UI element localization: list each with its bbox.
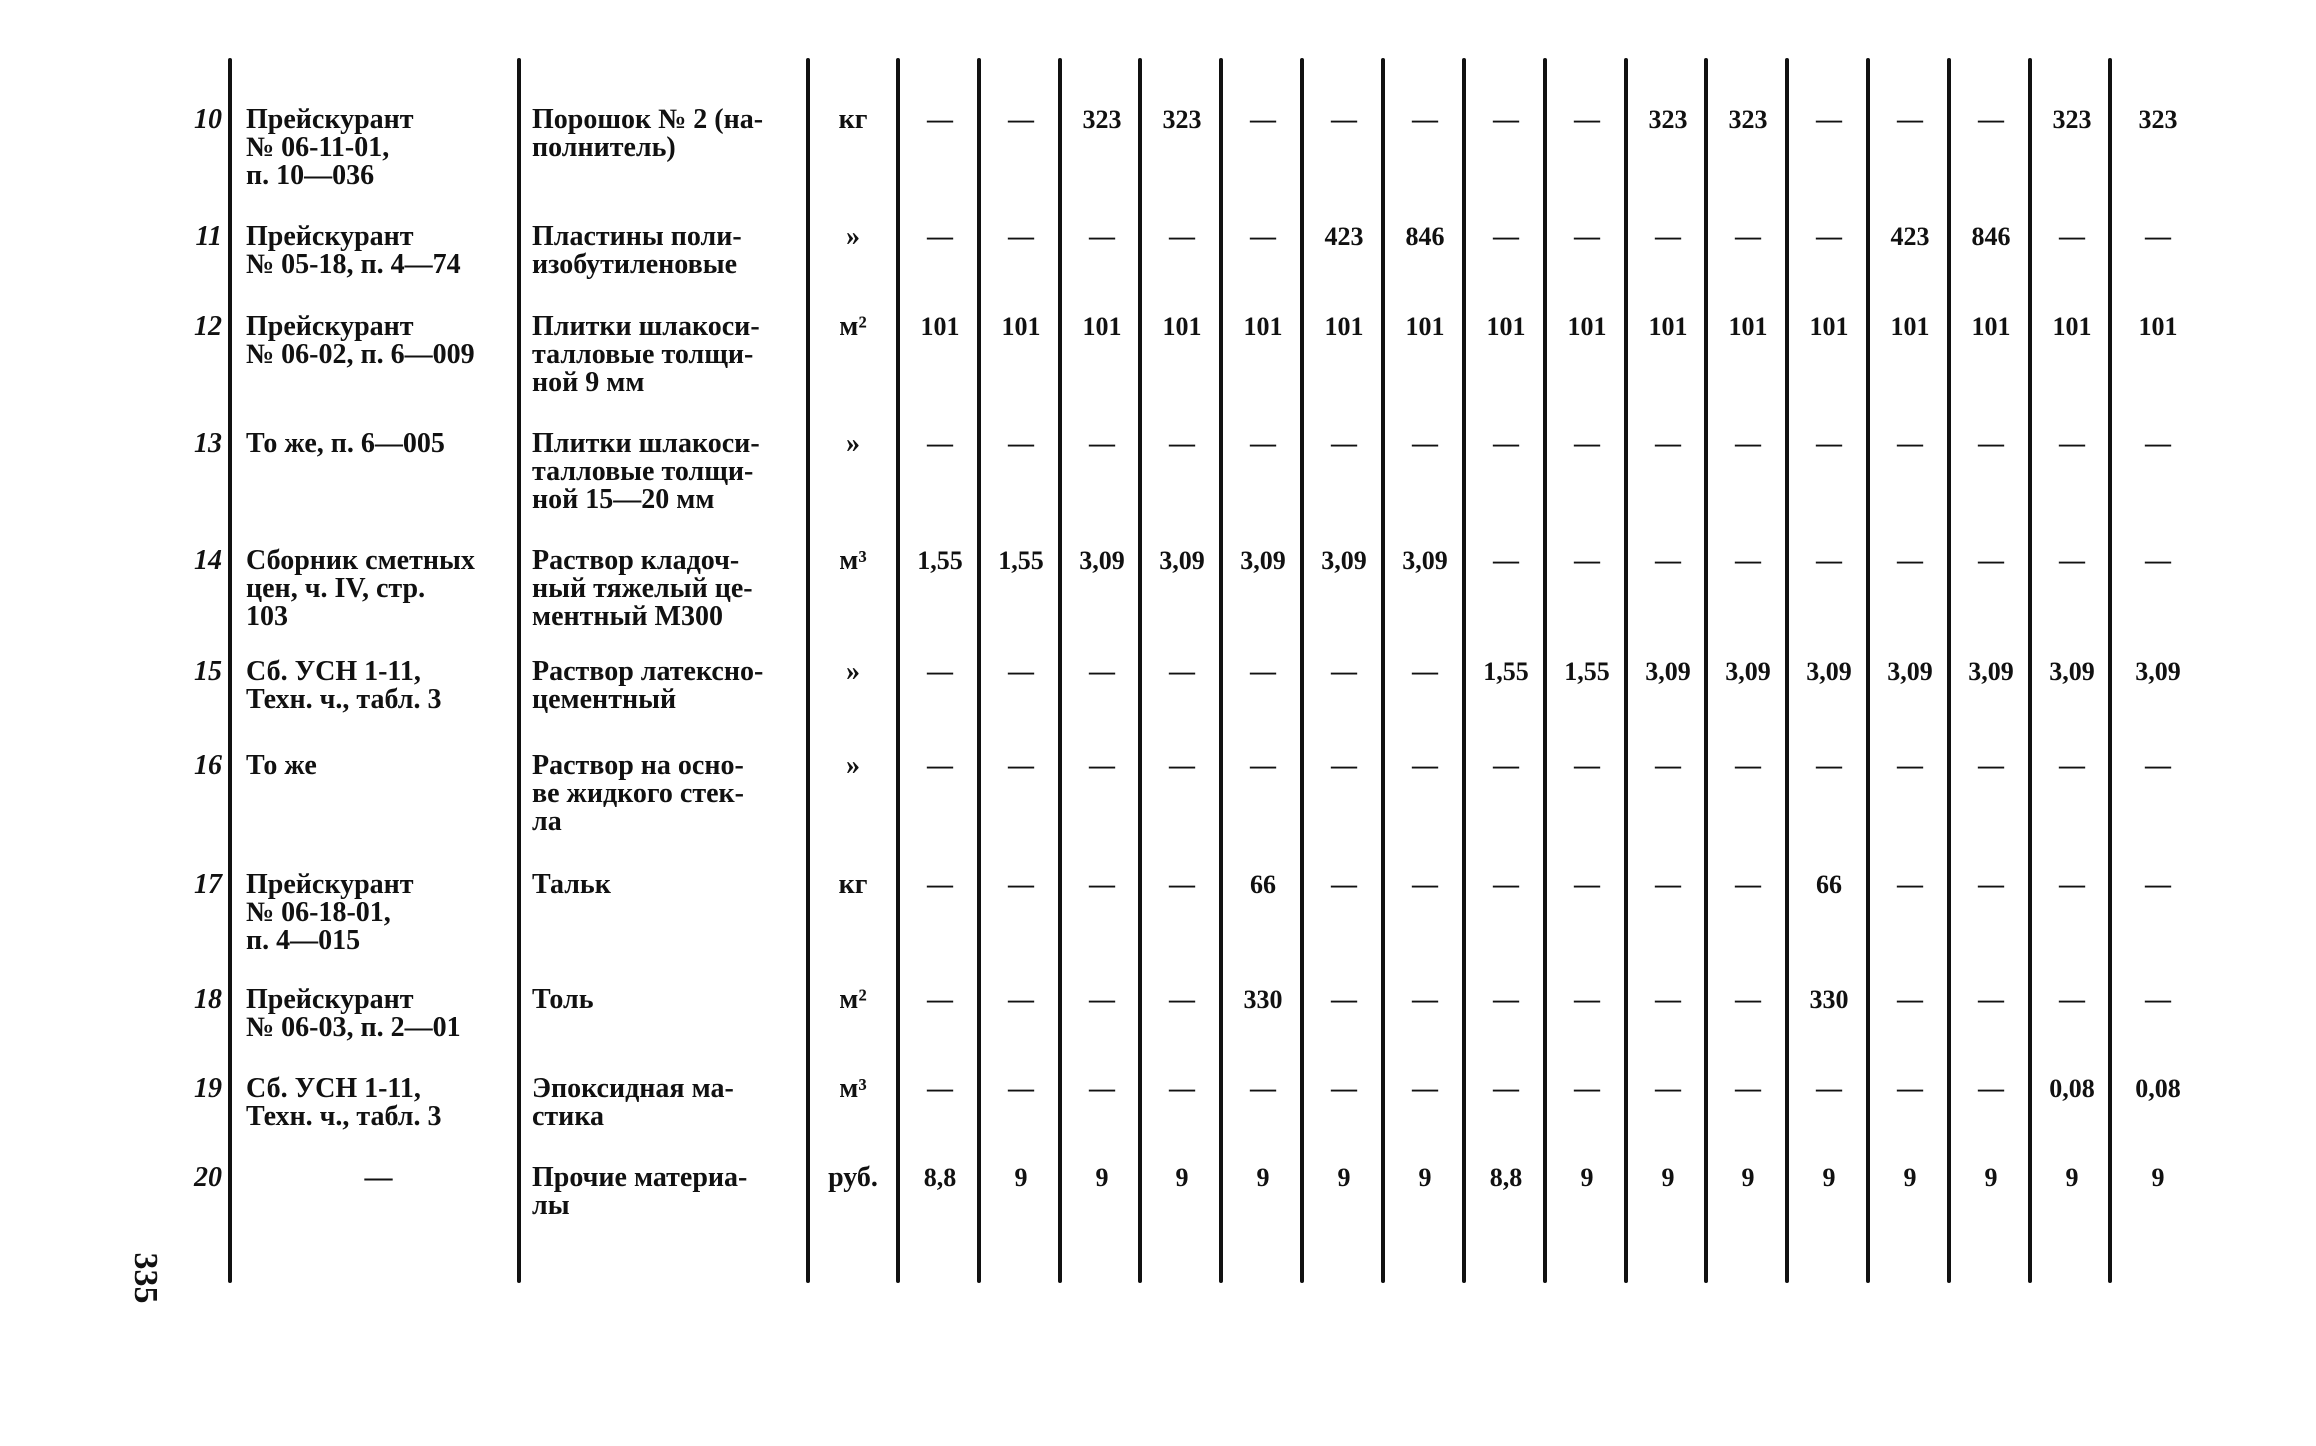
value-cell: 101 xyxy=(1728,312,1768,341)
value-cell: 323 xyxy=(2052,105,2092,134)
value-cell: 330 xyxy=(1243,985,1283,1014)
row-number: 14 xyxy=(194,545,222,576)
value-cell: — xyxy=(1412,985,1438,1014)
value-cell: — xyxy=(1897,985,1923,1014)
unit-cell: » xyxy=(846,221,860,252)
row-number: 19 xyxy=(194,1073,222,1104)
value-cell: — xyxy=(1169,657,1195,686)
price-source: Прейскурант № 06-03, п. 2—01 xyxy=(246,984,461,1043)
value-cell: — xyxy=(1250,105,1276,134)
value-cell: — xyxy=(1250,657,1276,686)
value-cell: — xyxy=(1008,751,1034,780)
value-cell: 9 xyxy=(2065,1163,2079,1192)
value-cell: — xyxy=(1897,429,1923,458)
value-cell: — xyxy=(1655,429,1681,458)
value-cell: — xyxy=(1493,105,1519,134)
unit-cell: руб. xyxy=(828,1162,878,1193)
value-cell: — xyxy=(1169,985,1195,1014)
value-cell: — xyxy=(2145,429,2171,458)
value-cell: 1,55 xyxy=(1483,657,1529,686)
row-number: 10 xyxy=(194,104,222,135)
value-cell: 101 xyxy=(1405,312,1445,341)
row-number: 17 xyxy=(194,869,222,900)
price-source: Прейскурант № 06-18-01, п. 4—015 xyxy=(246,869,414,956)
value-cell: — xyxy=(1250,222,1276,251)
value-cell: 323 xyxy=(1648,105,1688,134)
value-cell: — xyxy=(1735,546,1761,575)
value-cell: — xyxy=(1816,222,1842,251)
value-cell: 101 xyxy=(1243,312,1283,341)
value-cell: — xyxy=(1331,1074,1357,1103)
value-cell: 9 xyxy=(1256,1163,1270,1192)
unit-cell: кг xyxy=(838,869,868,900)
value-cell: 9 xyxy=(1418,1163,1432,1192)
row-number: 15 xyxy=(194,656,222,687)
value-cell: 101 xyxy=(2138,312,2178,341)
material-name: Плитки шлакоси- талловые толщи- ной 9 мм xyxy=(532,311,760,398)
value-cell: — xyxy=(1735,870,1761,899)
value-cell: — xyxy=(1412,751,1438,780)
value-cell: — xyxy=(1331,105,1357,134)
value-cell: 3,09 xyxy=(1725,657,1771,686)
value-cell: — xyxy=(927,222,953,251)
value-cell: — xyxy=(1331,751,1357,780)
value-cell: — xyxy=(1169,222,1195,251)
value-cell: 101 xyxy=(920,312,960,341)
row-number: 13 xyxy=(194,428,222,459)
value-cell: — xyxy=(1493,546,1519,575)
column-divider xyxy=(228,58,232,1283)
row-number: 16 xyxy=(194,750,222,781)
value-cell: — xyxy=(927,870,953,899)
value-cell: — xyxy=(1655,870,1681,899)
value-cell: 323 xyxy=(1162,105,1202,134)
value-cell: — xyxy=(1735,1074,1761,1103)
value-cell: 9 xyxy=(1741,1163,1755,1192)
value-cell: — xyxy=(927,985,953,1014)
value-cell: — xyxy=(1493,429,1519,458)
value-cell: — xyxy=(1493,870,1519,899)
value-cell: — xyxy=(1978,429,2004,458)
value-cell: 101 xyxy=(1001,312,1041,341)
value-cell: — xyxy=(1897,870,1923,899)
value-cell: — xyxy=(1655,222,1681,251)
value-cell: 3,09 xyxy=(1402,546,1448,575)
row-number: 18 xyxy=(194,984,222,1015)
price-source: Прейскурант № 06-11-01, п. 10—036 xyxy=(246,104,414,191)
value-cell: — xyxy=(1008,870,1034,899)
value-cell: — xyxy=(1574,985,1600,1014)
value-cell: — xyxy=(1169,429,1195,458)
value-cell: — xyxy=(1816,105,1842,134)
value-cell: — xyxy=(1978,105,2004,134)
row-number: 20 xyxy=(194,1162,222,1193)
value-cell: 9 xyxy=(1903,1163,1917,1192)
value-cell: 3,09 xyxy=(1806,657,1852,686)
value-cell: — xyxy=(1250,751,1276,780)
value-cell: — xyxy=(1250,1074,1276,1103)
unit-cell: » xyxy=(846,428,860,459)
value-cell: — xyxy=(1089,657,1115,686)
value-cell: — xyxy=(1816,751,1842,780)
price-source: Прейскурант № 05-18, п. 4—74 xyxy=(246,221,461,280)
value-cell: 3,09 xyxy=(1159,546,1205,575)
material-name: Плитки шлакоси- талловые толщи- ной 15—20 мм xyxy=(532,428,760,515)
value-cell: 9 xyxy=(1175,1163,1189,1192)
value-cell: 3,09 xyxy=(1887,657,1933,686)
value-cell: — xyxy=(1655,1074,1681,1103)
value-cell: 101 xyxy=(1082,312,1122,341)
value-cell: 1,55 xyxy=(917,546,963,575)
value-cell: — xyxy=(1008,657,1034,686)
value-cell: 101 xyxy=(1324,312,1364,341)
unit-cell: кг xyxy=(838,104,868,135)
value-cell: — xyxy=(1816,429,1842,458)
value-cell: — xyxy=(1978,1074,2004,1103)
value-cell: 9 xyxy=(1822,1163,1836,1192)
value-cell: — xyxy=(1574,546,1600,575)
value-cell: — xyxy=(2145,870,2171,899)
value-cell: — xyxy=(1412,429,1438,458)
value-cell: — xyxy=(1574,105,1600,134)
value-cell: 9 xyxy=(1337,1163,1351,1192)
price-source: Прейскурант № 06-02, п. 6—009 xyxy=(246,311,475,370)
value-cell: 66 xyxy=(1816,870,1842,899)
value-cell: 323 xyxy=(2138,105,2178,134)
price-source: — xyxy=(364,1162,393,1193)
value-cell: — xyxy=(2145,751,2171,780)
value-cell: — xyxy=(1008,222,1034,251)
value-cell: — xyxy=(1978,985,2004,1014)
value-cell: — xyxy=(1574,429,1600,458)
value-cell: — xyxy=(1574,751,1600,780)
material-name: Порошок № 2 (на- полнитель) xyxy=(532,104,764,163)
value-cell: — xyxy=(1089,985,1115,1014)
value-cell: 3,09 xyxy=(1321,546,1367,575)
value-cell: 101 xyxy=(1162,312,1202,341)
value-cell: 3,09 xyxy=(1079,546,1125,575)
value-cell: 9 xyxy=(1661,1163,1675,1192)
value-cell: — xyxy=(2059,546,2085,575)
unit-cell: » xyxy=(846,750,860,781)
value-cell: — xyxy=(1089,751,1115,780)
value-cell: 66 xyxy=(1250,870,1276,899)
value-cell: — xyxy=(1089,870,1115,899)
value-cell: 330 xyxy=(1809,985,1849,1014)
value-cell: — xyxy=(2145,546,2171,575)
value-cell: 101 xyxy=(2052,312,2092,341)
value-cell: 9 xyxy=(2151,1163,2165,1192)
value-cell: — xyxy=(1169,751,1195,780)
value-cell: 423 xyxy=(1324,222,1364,251)
row-number: 12 xyxy=(194,311,222,342)
value-cell: 8,8 xyxy=(923,1163,957,1192)
value-cell: — xyxy=(1735,751,1761,780)
value-cell: — xyxy=(1412,1074,1438,1103)
value-cell: 101 xyxy=(1971,312,2011,341)
value-cell: — xyxy=(927,105,953,134)
value-cell: 423 xyxy=(1890,222,1930,251)
value-cell: 0,08 xyxy=(2049,1074,2095,1103)
value-cell: — xyxy=(1412,105,1438,134)
material-name: Раствор латексно- цементный xyxy=(532,656,764,715)
value-cell: 9 xyxy=(1095,1163,1109,1192)
value-cell: — xyxy=(2059,985,2085,1014)
value-cell: — xyxy=(1574,222,1600,251)
unit-cell: м³ xyxy=(839,545,867,576)
value-cell: — xyxy=(1897,1074,1923,1103)
value-cell: — xyxy=(1008,985,1034,1014)
value-cell: — xyxy=(1008,1074,1034,1103)
material-name: Пластины поли- изобутиленовые xyxy=(532,221,742,280)
value-cell: — xyxy=(1978,751,2004,780)
value-cell: — xyxy=(1250,429,1276,458)
value-cell: 101 xyxy=(1567,312,1607,341)
value-cell: — xyxy=(1331,657,1357,686)
value-cell: — xyxy=(1735,222,1761,251)
value-cell: — xyxy=(1897,105,1923,134)
value-cell: — xyxy=(1169,870,1195,899)
value-cell: — xyxy=(1574,870,1600,899)
value-cell: — xyxy=(1331,429,1357,458)
unit-cell: » xyxy=(846,656,860,687)
value-cell: — xyxy=(1735,985,1761,1014)
value-cell: 8,8 xyxy=(1489,1163,1523,1192)
value-cell: — xyxy=(1008,105,1034,134)
material-name: Раствор кладоч- ный тяжелый це- ментный М300 xyxy=(532,545,753,632)
value-cell: 3,09 xyxy=(1240,546,1286,575)
price-source: Сб. УСН 1-11, Техн. ч., табл. 3 xyxy=(246,656,442,715)
value-cell: — xyxy=(1816,546,1842,575)
value-cell: — xyxy=(927,657,953,686)
value-cell: — xyxy=(1089,1074,1115,1103)
value-cell: — xyxy=(1089,429,1115,458)
material-name: Толь xyxy=(532,984,594,1015)
value-cell: — xyxy=(1978,546,2004,575)
value-cell: — xyxy=(1089,222,1115,251)
material-name: Прочие материа- лы xyxy=(532,1162,748,1221)
value-cell: — xyxy=(1169,1074,1195,1103)
value-cell: — xyxy=(2059,429,2085,458)
column-divider xyxy=(806,58,810,1283)
value-cell: — xyxy=(1008,429,1034,458)
value-cell: 9 xyxy=(1984,1163,1998,1192)
material-name: Раствор на осно- ве жидкого стек- ла xyxy=(532,750,744,837)
value-cell: 0,08 xyxy=(2135,1074,2181,1103)
value-cell: — xyxy=(1331,985,1357,1014)
value-cell: — xyxy=(1655,985,1681,1014)
value-cell: 846 xyxy=(1405,222,1445,251)
value-cell: — xyxy=(2059,870,2085,899)
value-cell: 101 xyxy=(1648,312,1688,341)
value-cell: — xyxy=(1493,1074,1519,1103)
value-cell: — xyxy=(1735,429,1761,458)
price-source: Сб. УСН 1-11, Техн. ч., табл. 3 xyxy=(246,1073,442,1132)
value-cell: — xyxy=(2145,222,2171,251)
value-cell: — xyxy=(1655,751,1681,780)
page-number: 335 xyxy=(127,1252,164,1304)
value-cell: 846 xyxy=(1971,222,2011,251)
price-source: Сборник сметных цен, ч. IV, стр. 103 xyxy=(246,545,475,632)
value-cell: — xyxy=(2059,751,2085,780)
value-cell: — xyxy=(1331,870,1357,899)
value-cell: — xyxy=(1574,1074,1600,1103)
unit-cell: м² xyxy=(839,984,867,1015)
material-name: Тальк xyxy=(532,869,611,900)
price-source: То же, п. 6—005 xyxy=(246,428,445,459)
value-cell: — xyxy=(1412,870,1438,899)
unit-cell: м² xyxy=(839,311,867,342)
value-cell: — xyxy=(2145,985,2171,1014)
value-cell: 323 xyxy=(1082,105,1122,134)
value-cell: 3,09 xyxy=(1968,657,2014,686)
value-cell: — xyxy=(927,751,953,780)
value-cell: — xyxy=(1816,1074,1842,1103)
value-cell: — xyxy=(927,1074,953,1103)
material-name: Эпоксидная ма- стика xyxy=(532,1073,734,1132)
value-cell: 101 xyxy=(1486,312,1526,341)
value-cell: 3,09 xyxy=(2049,657,2095,686)
unit-cell: м³ xyxy=(839,1073,867,1104)
value-cell: — xyxy=(1897,751,1923,780)
value-cell: — xyxy=(1493,985,1519,1014)
value-cell: 1,55 xyxy=(1564,657,1610,686)
value-cell: 3,09 xyxy=(2135,657,2181,686)
value-cell: 1,55 xyxy=(998,546,1044,575)
value-cell: 3,09 xyxy=(1645,657,1691,686)
value-cell: — xyxy=(1978,870,2004,899)
value-cell: 323 xyxy=(1728,105,1768,134)
row-number: 11 xyxy=(195,221,222,252)
value-cell: 101 xyxy=(1809,312,1849,341)
value-cell: — xyxy=(1493,751,1519,780)
value-cell: 9 xyxy=(1014,1163,1028,1192)
value-cell: — xyxy=(1493,222,1519,251)
value-cell: 101 xyxy=(1890,312,1930,341)
value-cell: 9 xyxy=(1580,1163,1594,1192)
value-cell: — xyxy=(1655,546,1681,575)
value-cell: — xyxy=(2059,222,2085,251)
price-source: То же xyxy=(246,750,317,781)
column-divider xyxy=(517,58,521,1283)
value-cell: — xyxy=(927,429,953,458)
value-cell: — xyxy=(1412,657,1438,686)
value-cell: — xyxy=(1897,546,1923,575)
